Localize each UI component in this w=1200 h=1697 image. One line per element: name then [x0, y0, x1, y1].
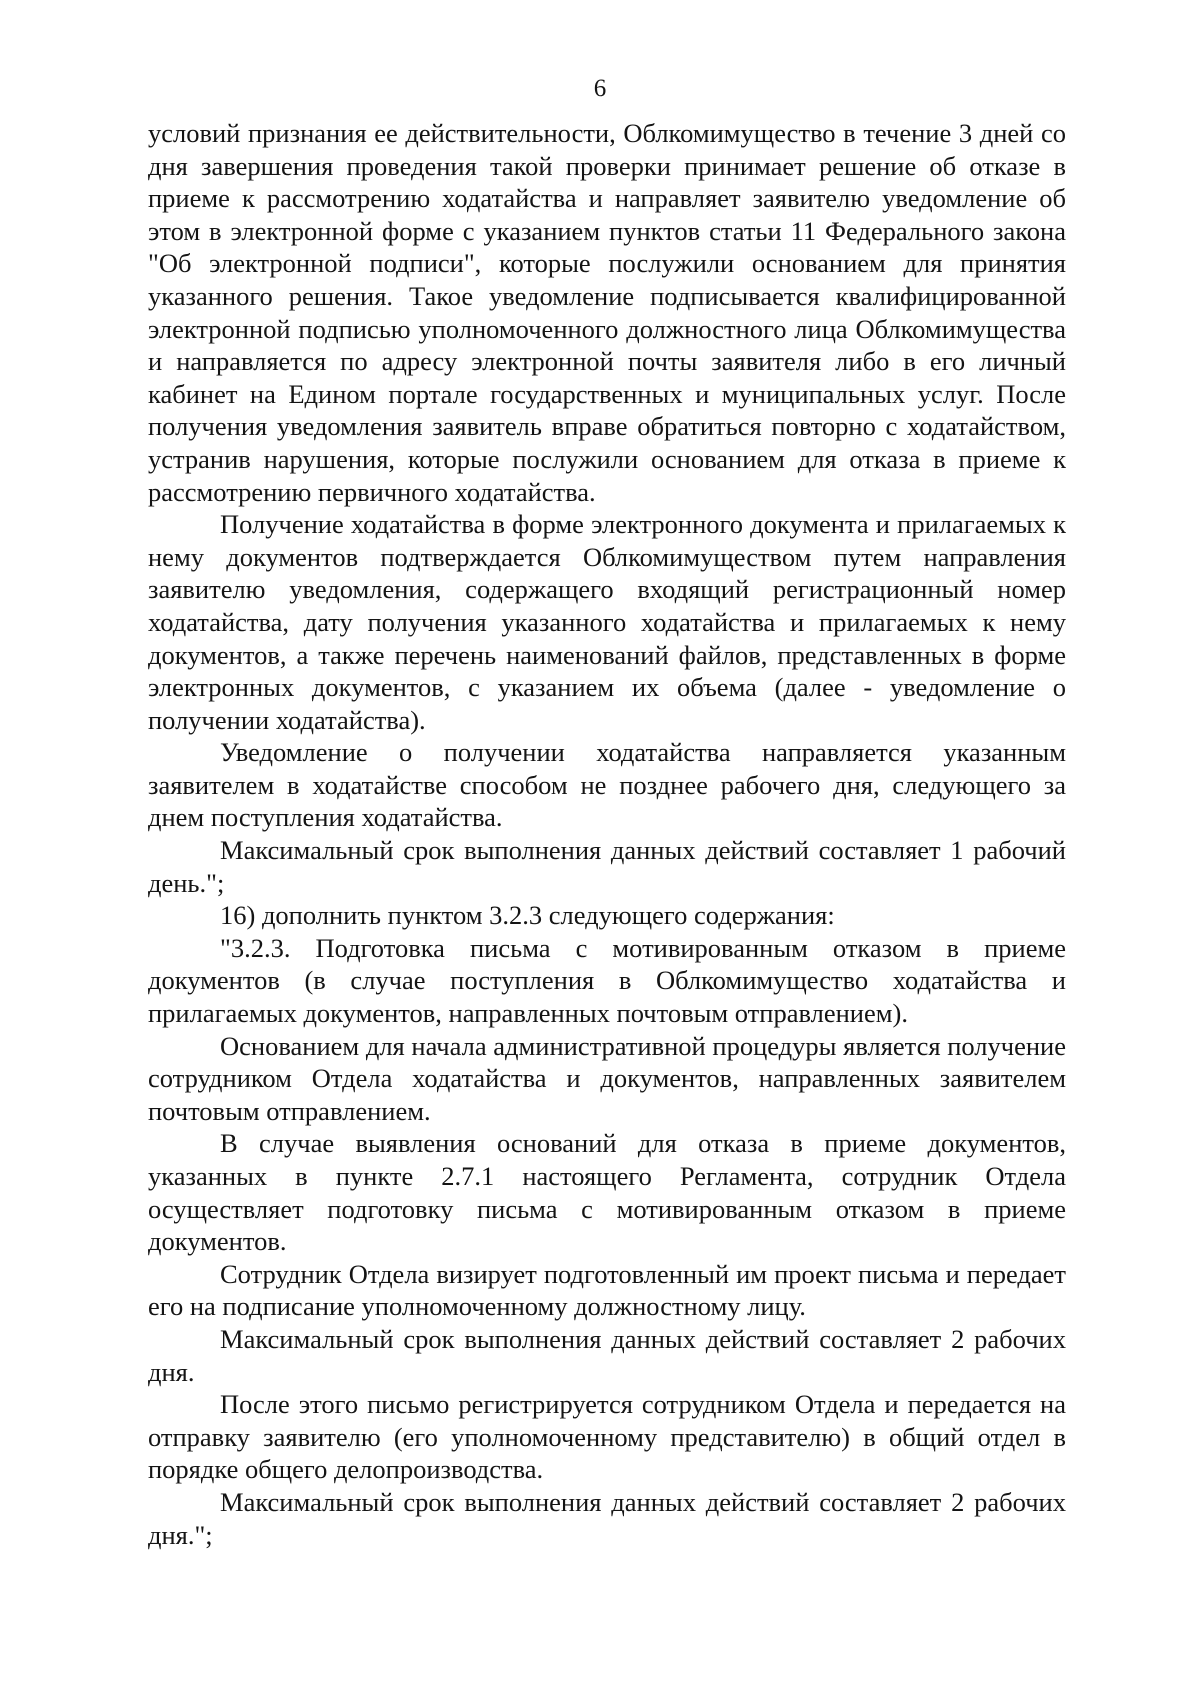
- paragraph-clause-3-2-3: "3.2.3. Подготовка письма с мотивированным отказом в приеме документов (в случае поступления в Облкомимущество ходатайства и прилагаемых документов, направленных почтовым отправлением).: [148, 932, 1066, 1029]
- paragraph-max-term-2: Максимальный срок выполнения данных действий составляет 2 рабочих дня.: [148, 1323, 1066, 1387]
- paragraph-continuation: условий признания ее действительности, Облкомимущество в течение 3 дней со дня завершения проведения такой проверки принимает решение об отказе в приеме к рассмотрению ходатайства и направляет заявителю уведомление об этом в электронной форме с указанием пунктов статьи 11 Федерального закона "Об электронной подписи", которые послужили основанием для принятия указанного решения. Такое уведомление подписывается квалифицированной электронной подписью уполномоченного должностного лица Облкомимущества и направляется по адресу электронной почты заявителя либо в его личный кабинет на Едином портале государственных и муниципальных услуг. После получения уведомления заявитель вправе обратиться повторно с ходатайством, устранив нарушения, которые послужили основанием для отказа в приеме к рассмотрению первичного ходатайства.: [148, 118, 1066, 507]
- paragraph-notification-delivery: Уведомление о получении ходатайства направляется указанным заявителем в ходатайстве способом не позднее рабочего дня, следующего за днем поступления ходатайства.: [148, 737, 1066, 833]
- document-body: [148, 117, 1066, 1551]
- page-number: 6: [593, 75, 607, 102]
- paragraph-procedure-basis: Основанием для начала административной процедуры является получение сотрудником Отдела ходатайства и документов, направленных заявителем почтовым отправлением.: [148, 1030, 1066, 1126]
- paragraph-registration: После этого письмо регистрируется сотрудником Отдела и передается на отправку заявителю (его уполномоченному представителю) в общий отдел в порядке общего делопроизводства.: [148, 1389, 1066, 1485]
- paragraph-receipt-confirmation: Получение ходатайства в форме электронного документа и прилагаемых к нему документов подтверждается Облкомимуществом путем направления заявителю уведомления, содержащего входящий регистрационный номер ходатайства, дату получения указанного ходатайства и прилагаемых к нему документов, а также перечень наименований файлов, представленных в форме электронных документов, с указанием их объема (далее - уведомление о получении ходатайства).: [148, 509, 1066, 735]
- paragraph-draft-approval: Сотрудник Отдела визирует подготовленный им проект письма и передает его на подписание уполномоченному должностному лицу.: [148, 1258, 1066, 1322]
- paragraph-max-term-3: Максимальный срок выполнения данных действий составляет 2 рабочих дня.";: [148, 1486, 1066, 1550]
- paragraph-refusal-grounds: В случае выявления оснований для отказа в приеме документов, указанных в пункте 2.7.1 настоящего Регламента, сотрудник Отдела осуществляет подготовку письма с мотивированным отказом в приеме документов.: [148, 1128, 1066, 1257]
- paragraph-amendment-16: 16) дополнить пунктом 3.2.3 следующего содержания:: [220, 900, 835, 931]
- paragraph-max-term-1: Максимальный срок выполнения данных действий составляет 1 рабочий день.";: [148, 835, 1066, 898]
